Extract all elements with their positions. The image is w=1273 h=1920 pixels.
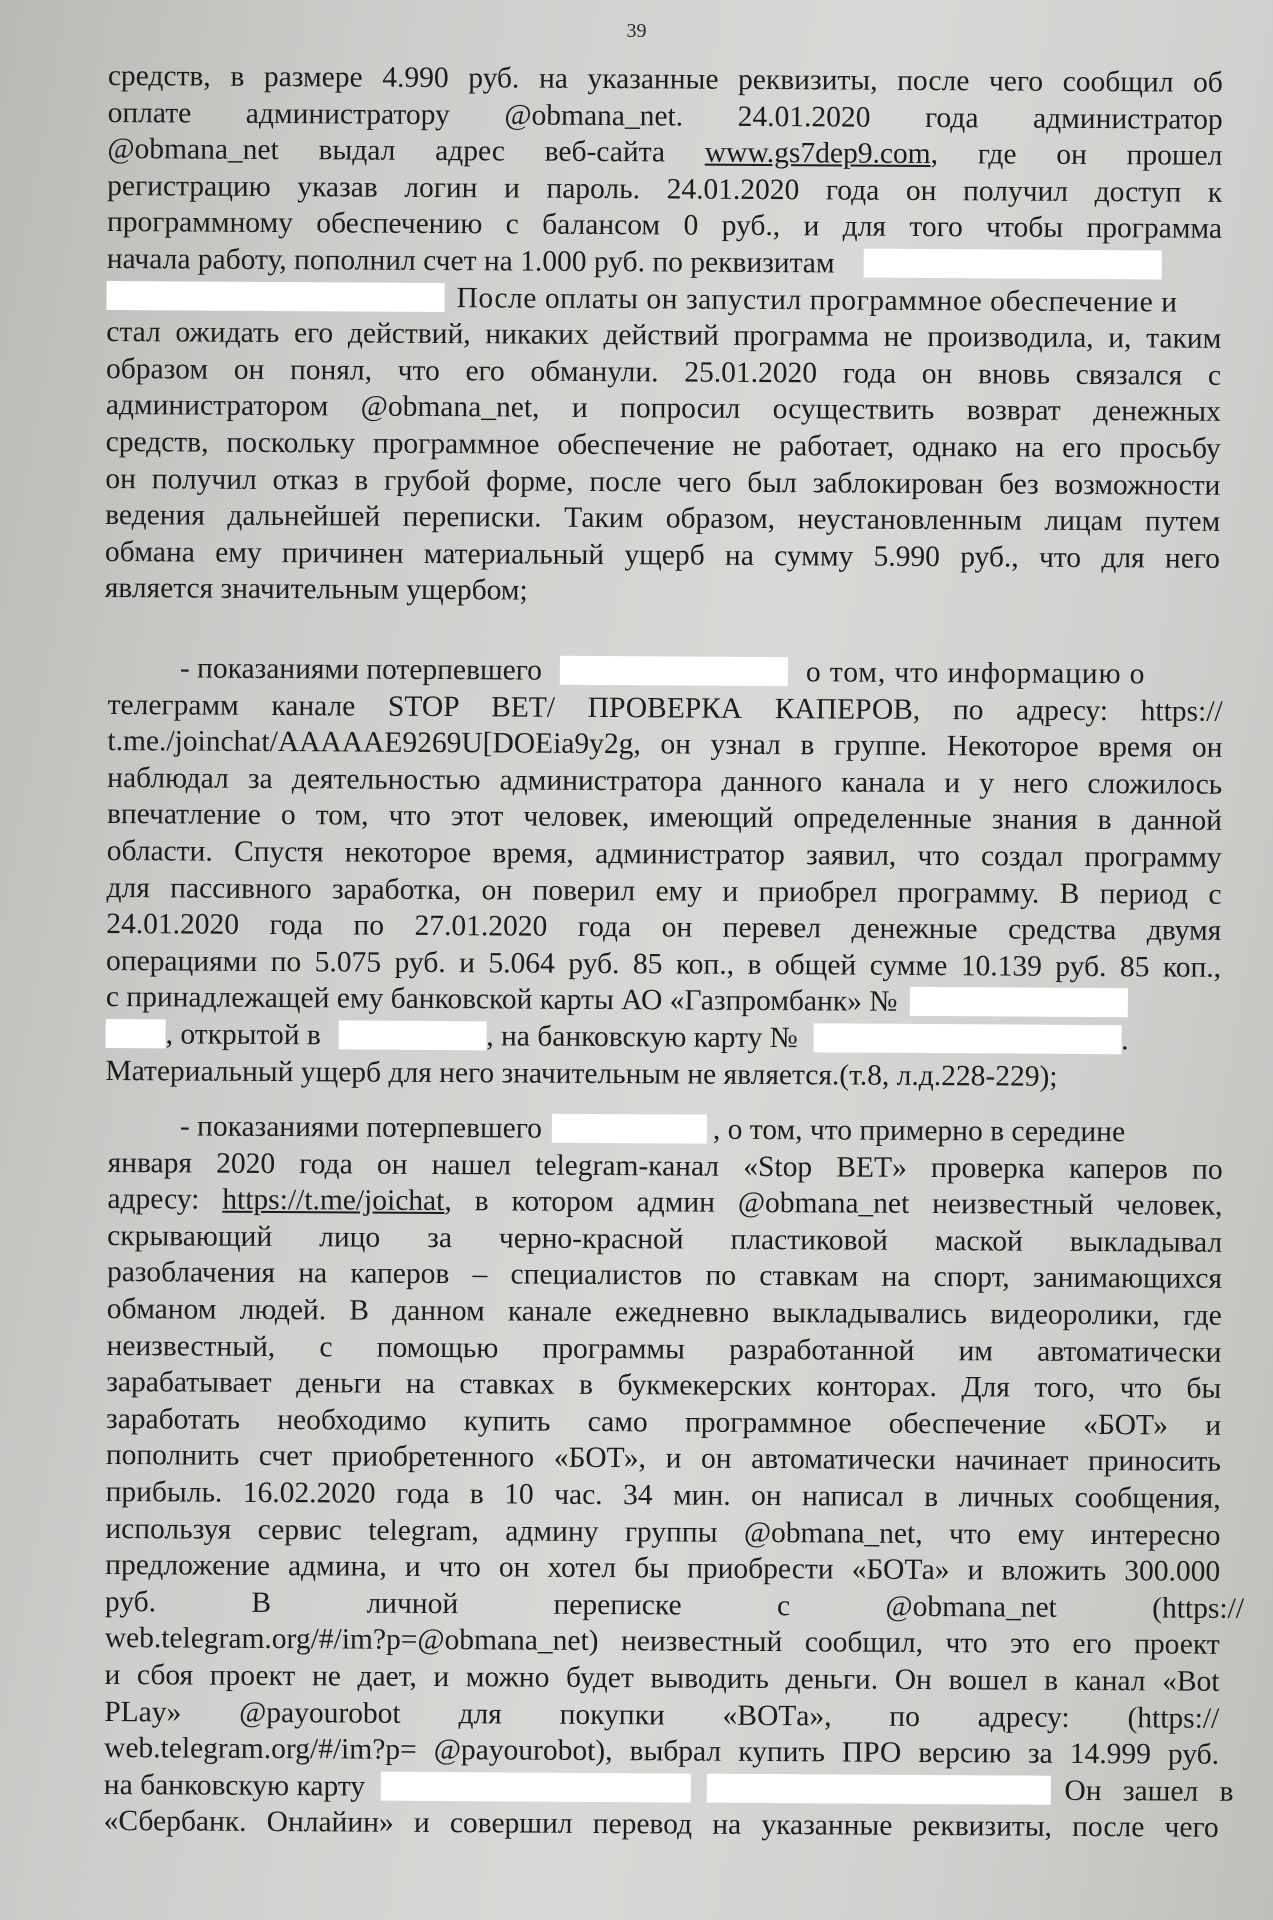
- text-line: [108, 650, 1223, 693]
- text-line: [107, 241, 1222, 284]
- text-segment: - показаниями потерпевшего: [179, 652, 543, 687]
- text-segment: @obmana_net выдал адрес веб-сайта: [107, 133, 705, 169]
- paragraph-2: [105, 650, 1223, 1096]
- text-segment: руб. В личной переписке с @obmana_net (https://: [104, 1585, 1245, 1625]
- text-segment: с принадлежащей ему банковской карты АО «Газпромбанк» №: [105, 981, 898, 1019]
- text-line: заработать необходимо купить само программное обеспечение «БОТ» и: [106, 1402, 1222, 1442]
- text-line: администратором @obmana_net, и попросил осуществить возврат денежных: [105, 389, 1221, 429]
- text-line: средств, поскольку программное обеспечение не работает, однако на его просьбу: [105, 425, 1221, 465]
- text-line: t.me./joinchat/AAAAAE9269U[DOEia9y2g, он узнал в группе. Некоторое время он: [107, 725, 1223, 764]
- paragraph-3: [103, 1108, 1245, 1847]
- text-line: января 2020 года он нашел telegram-канал «Stop BET» проверка каперов по: [107, 1146, 1223, 1186]
- text-line: средств, в размере 4.990 руб. на указанные реквизиты, после чего сообщил об: [107, 59, 1223, 99]
- page-number: 39: [626, 20, 647, 42]
- text-segment: адресу:: [107, 1183, 223, 1216]
- text-line: web.telegram.org/#/im?p=@obmana_net) неизвестный сообщил, что это его проект: [104, 1622, 1220, 1662]
- text-line: впечатление о том, что этот человек, имеющий определенные знания в данной: [106, 798, 1223, 838]
- text-line: является значительным ущербом;: [104, 572, 528, 607]
- text-line: обмана ему причинен материальный ущерб на сумму 5.990 руб., что для него: [104, 535, 1221, 575]
- text-segment: о том, что информацию о: [805, 656, 1146, 691]
- text-line: стал ожидать его действий, никаких действий программа не производила, и, таким: [106, 316, 1222, 355]
- text-segment: , в котором админ @obmana_net неизвестный человек,: [444, 1185, 1223, 1222]
- text-line: скрывающий лицо за черно-красной пластиковой маской выкладывал: [107, 1219, 1223, 1259]
- text-segment: на банковскую карту: [103, 1768, 366, 1803]
- text-line: [108, 1108, 1223, 1151]
- redaction-block: [338, 1020, 486, 1050]
- text-line: Материальный ущерб для него значительным не является.(т.8, л.д.228-229);: [105, 1054, 1058, 1093]
- redaction-block: [706, 1773, 1050, 1804]
- redaction-block: [909, 987, 1127, 1017]
- text-line: 24.01.2020 года по 27.01.2020 года он перевел денежные средства двумя: [106, 908, 1222, 947]
- text-segment: начала работу, пополнил счет на 1.000 руб. по реквизитам: [106, 242, 835, 280]
- text-line: программному обеспечению с балансом 0 руб., и для того чтобы программа: [106, 206, 1223, 246]
- text-line: телеграмм канале STOP BET/ ПРОВЕРКА КАПЕРОВ, по адресу: https://: [107, 688, 1223, 728]
- redaction-block: [380, 1771, 690, 1802]
- text-segment: PLay» @payourobot для покупки «BOTа», по адресу: (https://: [104, 1695, 1220, 1735]
- text-line: предложение админа, и что он хотел бы приобрести «БОТа» и вложить 300.000: [105, 1549, 1221, 1588]
- text-line: «Сбербанк. Онлайин» и совершил перевод на указанные реквизиты, после чего: [103, 1805, 1219, 1845]
- redaction-block: [813, 1023, 1121, 1054]
- text-line: зарабатывает деньги на ставках в букмекерских конторах. Для того, что бы: [106, 1366, 1222, 1405]
- text-line: web.telegram.org/#/im?p= @payourobot), выбрал купить ПРО версию за 14.999 руб.: [103, 1732, 1220, 1771]
- text-line: прибыль. 16.02.2020 года в 10 час. 34 мин. он написал в личных сообщения,: [105, 1475, 1221, 1515]
- redaction-block: [106, 281, 444, 312]
- paragraph-1: [105, 58, 1223, 614]
- channel-link[interactable]: https://t.me/joichat: [222, 1183, 445, 1218]
- text-line: операциями по 5.075 руб. и 5.064 руб. 85 коп., в общей сумме 10.139 руб. 85 коп.,: [106, 944, 1222, 984]
- text-segment: , открытой в: [165, 1018, 321, 1052]
- text-segment: , о том, что примерно в середине: [712, 1113, 1126, 1149]
- text-segment: - показаниями потерпевшего: [179, 1110, 543, 1145]
- text-line: оплате администратору @obmana_net. 24.01.2020 года администратор: [107, 96, 1223, 136]
- text-line: наблюдал за деятельностью администратора данного канала и у него сложилось: [107, 761, 1223, 801]
- text-line: области. Спустя некоторое время, администратор заявил, что создал программу: [106, 834, 1222, 874]
- text-segment: , на банковскую карту №: [486, 1020, 798, 1055]
- text-line: пополнить счет приобретенного «БОТ», и он автоматически начинает приносить: [105, 1439, 1221, 1479]
- text-segment: .: [1121, 1024, 1129, 1057]
- redaction-block: [106, 1019, 166, 1048]
- text-segment: Он зашел в: [1064, 1774, 1234, 1808]
- text-line: образом он понял, что его обманули. 25.01.2020 года он вновь связался с: [106, 352, 1222, 392]
- website-link[interactable]: www.gs7dep9.com: [704, 136, 931, 171]
- text-line: и сбоя проект не дает, и можно будет выводить деньги. Он вошел в канал «Bot: [104, 1658, 1220, 1698]
- text-line: ведения дальнейшей переписки. Таким образом, неустановленным лицам путем: [105, 499, 1221, 538]
- text-line: регистрацию указав логин и пароль. 24.01.2020 года он получил доступ к: [107, 169, 1223, 209]
- text-line: обманом людей. В данном канале ежедневно выкладывались видеоролики, где: [106, 1292, 1222, 1332]
- text-line: он получил отказ в грубой форме, после чего был заблокирован без возможности: [105, 462, 1221, 502]
- text-segment: После оплаты он запустил программное обеспечение и: [456, 281, 1178, 319]
- redaction-block: [864, 249, 1162, 280]
- text-line: используя сервис telegram, админу группы @obmana_net, что ему интересно: [105, 1512, 1221, 1552]
- redaction-block: [552, 1114, 707, 1144]
- text-line: для пассивного заработка, он поверил ему и приобрел программу. В период с: [106, 871, 1222, 911]
- text-line: [106, 1016, 1221, 1059]
- text-line: неизвестный, с помощью программы разработанной им автоматически: [106, 1329, 1222, 1369]
- text-segment: , где он прошел: [930, 138, 1223, 172]
- redaction-block: [560, 656, 788, 686]
- text-line: разоблачения на каперов – специалистов по ставкам на спорт, занимающихся: [106, 1256, 1223, 1296]
